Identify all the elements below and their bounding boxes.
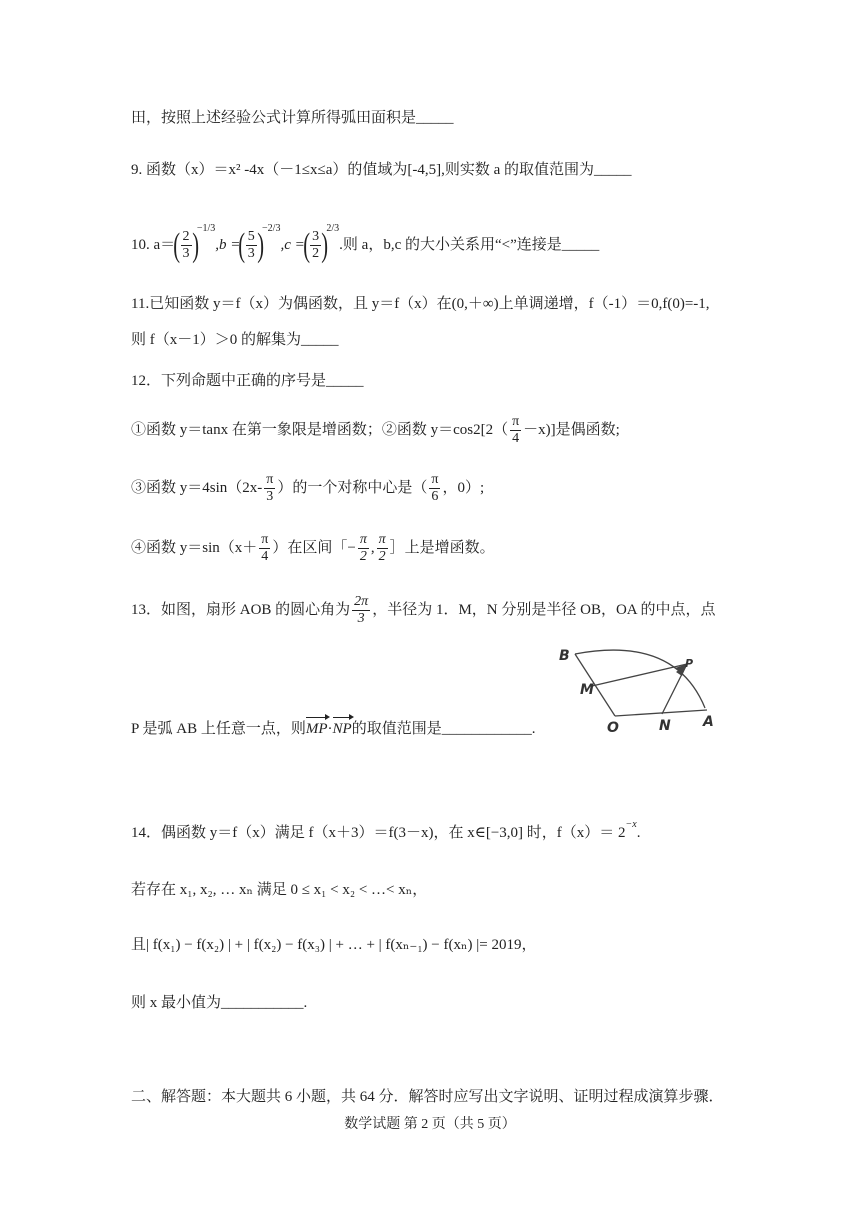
question-14-line2: 若存在 x₁, x₂, … xₙ 满足 0 ≤ x₁ < x₂ < …< xₙ， [131, 882, 428, 898]
question-13-line2: P 是弧 AB 上任意一点，则MP·NP的取值范围是____________. [131, 721, 536, 737]
question-11-line2: 则 f（x－1）＞0 的解集为_____ [131, 332, 339, 348]
section-2-heading: 二、解答题：本大题共 6 小题，共 64 分．解答时应写出文字说明、证明过程成演算步骤． [131, 1089, 724, 1105]
question-12-option-3: ③函数 y＝4sin（2x- $\frac{\pi}{3}$ ）的一个对称中心是（ $\frac{\pi}{6}$ ，0）; [131, 472, 485, 505]
sector-figure [555, 640, 730, 740]
question-12-option-1-2: ①函数 y＝tanx 在第一象限是增函数；②函数 y＝cos2[2（ $\frac{\pi}{4}$ －x)]是偶函数; [131, 414, 620, 447]
page-footer: 数学试题 第 2 页（共 5 页） [344, 1117, 516, 1132]
label-p: P [685, 657, 694, 670]
question-8-tail: 田，按照上述经验公式计算所得弧田面积是_____ [131, 110, 454, 126]
question-10: 10. a＝( $\frac{2}{3}$ )$^{-1/3}$,b =( $\frac{5}{3}$ )$^{-2/3}$,c =( $\frac{3}{2}$ )$^{2/3}$.则 a，b,c 的大小关系用“<”连接是_____ [131, 223, 600, 264]
question-12-head: 12．下列命题中正确的序号是_____ [131, 373, 364, 389]
question-14-line1: 14．偶函数 y＝f（x）满足 f（x＋3）＝f(3－x)，在 x∈[−3,0] 时，$f(x)= 2^{-x}$. [131, 819, 641, 841]
label-o: O [607, 720, 619, 736]
label-m: M [580, 682, 594, 698]
question-9: 9. 函数（x）＝x² -4x（－1≤x≤a）的值域为[-4,5],则实数 a 的取值范围为_____ [131, 162, 632, 178]
q10-prefix: 10. a＝ [131, 237, 176, 253]
question-14-line3: 且| f(x₁) − f(x₂) | + | f(x₂) − f(x₃) | + … + | f(xₙ₋₁) − f(xₙ) |= 2019， [131, 937, 537, 953]
label-n: N [659, 718, 671, 734]
vector-mp: MP [305, 721, 328, 737]
question-11-line1: 11.已知函数 y＝f（x）为偶函数，且 y＝f（x）在(0,＋∞)上单调递增，f（-1）＝0,f(0)=-1, [131, 296, 710, 312]
label-a: A [703, 714, 714, 730]
label-b: B [559, 648, 570, 664]
vector-np: NP [332, 721, 352, 737]
question-12-option-4: ④函数 y＝sin（x＋ $\frac{\pi}{4}$ ）在区间「− $\frac{\pi}{2}$ , $\frac{\pi}{2}$ ］上是增函数。 [131, 532, 495, 565]
question-14-line4: 则 x 最小值为___________. [131, 995, 308, 1011]
question-13-line1: 13．如图，扇形 AOB 的圆心角为 $\frac{2\pi}{3}$ ，半径为 1．M，N 分别是半径 OB，OA 的中点，点 [131, 594, 716, 627]
